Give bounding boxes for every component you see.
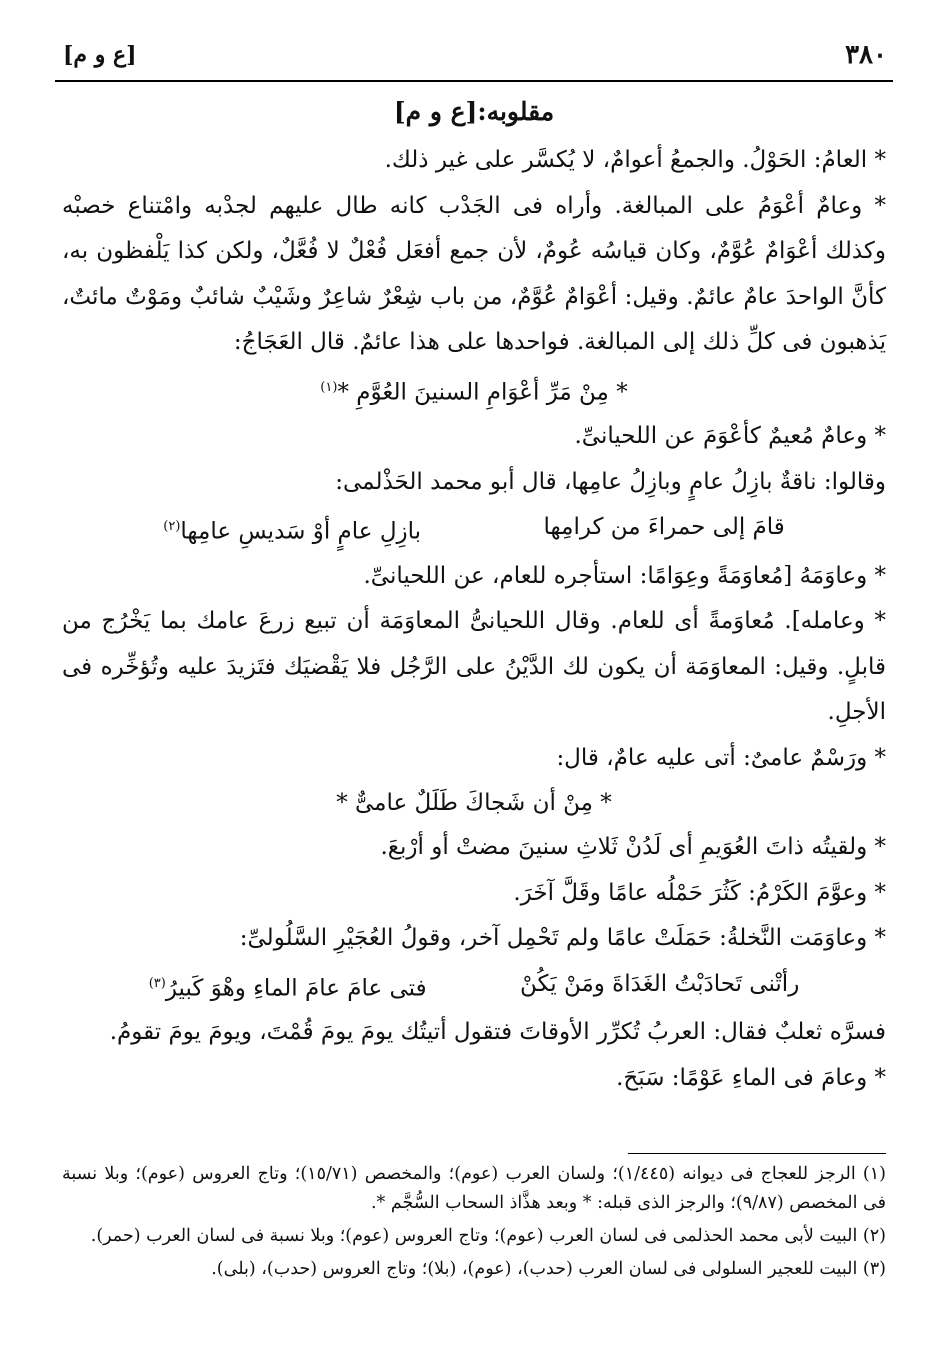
verse-4-hemistich-b-text: فتى عامَ عامَ الماءِ وهْوَ كَبيرُ bbox=[165, 975, 427, 1002]
footnote-rule bbox=[628, 1153, 886, 1154]
paragraph-12: * وعامَ فى الماءِ عَوْمًا: سَبَحَ. bbox=[616, 1064, 886, 1091]
verse-3: * مِنْ أن شَجاكَ طَلَلٌ عامىٌّ * bbox=[336, 790, 612, 817]
verse-2-hemistich-b-text: بازِلِ عامٍ أوْ سَديسِ عامِها bbox=[180, 518, 422, 545]
paragraph-11: فسرَّه ثعلبٌ فقال: العربُ تُكرِّر الأوقاتَ فتقول أتيتُك يومَ يومَ قُمْتَ، ويومَ يومَ تقومُ. bbox=[109, 1019, 886, 1046]
paragraph-7: * ورَسْمٌ عامىٌ: أتى عليه عامٌ، قال: bbox=[556, 744, 886, 771]
verse-2 bbox=[62, 505, 886, 554]
page-number: ٣٨٠ bbox=[845, 40, 887, 70]
footnote-ref-3: (٣) bbox=[148, 975, 166, 991]
footnote-2: (٢) البيت لأبى محمد الحذلمى فى لسان العرب (عوم)؛ وتاج العروس (عوم)؛ وبلا نسبة فى لسان العرب (حمر). bbox=[90, 1226, 886, 1246]
verse-1-text: * مِنْ مَرِّ أعْوَامِ السنينَ العُوَّمِ * bbox=[337, 379, 628, 406]
verse-4-hemistich-b bbox=[149, 962, 427, 1011]
paragraph-2: * وعامٌ أعْوَمُ على المبالغة. وأراه فى الجَدْب كانه طال عليهم لجدْبه وامْتناع خصبْه وكذلك أعْوَامٌ عُوَّمٌ، وكان قياسُه عُومٌ، لأن جمع أفعَل فُعْلٌ لا فُعَّلٌ، ولكن كذا يَلْفظون به، كأنَّ الواحدَ عامٌ عائمٌ. وقيل: أعْوَامٌ عُوَّمٌ، من باب شِعْرٌ شاعِرٌ وشَيْبٌ شائبٌ ومَوْتٌ مائتٌ، يَذهبون فى كلِّ ذلك إلى المبالغة. فواحدها على هذا عائمٌ. قال العَجَاجُ: bbox=[62, 192, 886, 355]
footnote-1: (١) الرجز للعجاج فى ديوانه (١/٤٤٥)؛ ولسان العرب (عوم)؛ والمخصص (١٥/٧١)؛ وتاج العروس (عوم)؛ وبلا نسبة فى المخصص (٩/٨٧)؛ والرجز الذى قبله: * وبعد هذَّاذ السحاب السُّجَّم *. bbox=[62, 1164, 886, 1213]
footnote-ref-2: (٢) bbox=[163, 519, 181, 535]
paragraph-9: * وعوَّمَ الكَرْمُ: كَثُرَ حَمْلُه عامًا وقَلَّ آخَرَ. bbox=[513, 879, 886, 906]
entry-body bbox=[62, 92, 886, 1101]
verse-4-hemistich-a: رأتْنى تَحادَبْتُ الغَدَاةَ ومَنْ يَكُنْ bbox=[520, 970, 800, 997]
verse-2-hemistich-a: قامَ إلى حمراءَ من كرامِها bbox=[543, 514, 785, 541]
verse-2-hemistich-b bbox=[163, 505, 421, 554]
paragraph-8: * ولقيتُه ذاتَ العُوَيمِ أى لَدُنْ ثَلاثِ سنينَ مضتْ أو أرْبعَ. bbox=[380, 834, 886, 861]
paragraph-4: وقالوا: ناقةٌ بازِلُ عامٍ وبازِلُ عامِها، قال أبو محمد الحَذْلمى: bbox=[335, 468, 886, 495]
paragraph-6: * وعامله]. مُعاوَمةً أى للعام. وقال اللحيانىُّ المعاوَمَة أن تبيع زرعَ عامك بما يَخْرُج من قابلٍ. وقيل: المعاوَمَة أن يكون لك الدَّيْنُ على الرَّجُل فلا يَقْضيَك فتَزيدَ عليه وتُؤخِّره فى الأجلِ. bbox=[62, 608, 886, 726]
paragraph-5: * وعاوَمَهُ [مُعاوَمَةً وعِوَامًا: استأجره للعام، عن اللحيانىِّ. bbox=[363, 562, 886, 589]
verse-4 bbox=[62, 962, 886, 1011]
verse-1 bbox=[62, 366, 886, 415]
section-title: مقلوبه:[ع و م] bbox=[393, 97, 555, 126]
paragraph-3: * وعامٌ مُعيمٌ كأعْوَمَ عن اللحيانىِّ. bbox=[574, 423, 886, 450]
footnote-3: (٣) البيت للعجير السلولى فى لسان العرب (حدب)، (عوم)، (بلا)؛ وتاج العروس (حدب)، (بلى). bbox=[211, 1259, 886, 1279]
paragraph-1: * العامُ: الحَوْلُ. والجمعُ أعوامٌ، لا يُكسَّر على غير ذلك. bbox=[384, 147, 886, 173]
footnotes bbox=[62, 1160, 886, 1288]
root-label: [ع و م] bbox=[63, 42, 137, 68]
paragraph-10: * وعاوَمَت النَّخلةُ: حَمَلَتْ عامًا ولم تَحْمِل آخر، وقولُ العُجَيْرِ السَّلُولىِّ: bbox=[239, 925, 886, 952]
page-header bbox=[55, 36, 893, 76]
footnote-ref-1: (١) bbox=[320, 379, 338, 395]
header-rule bbox=[55, 80, 893, 82]
